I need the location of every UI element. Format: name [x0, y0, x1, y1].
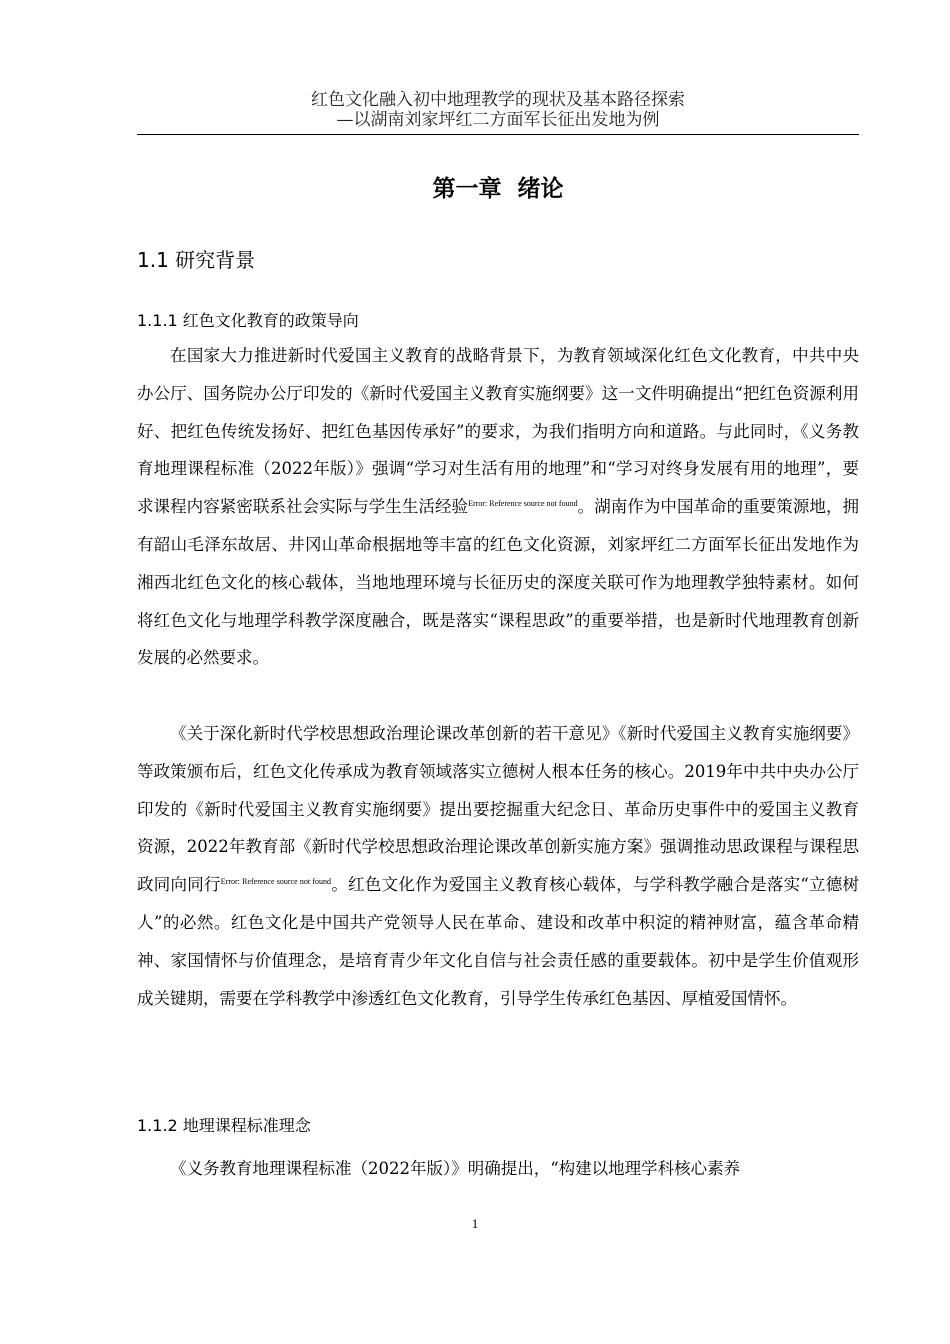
reference-error-1: Error: Reference source not found — [468, 499, 578, 509]
section-heading-1-1: 1.1 研究背景 — [137, 248, 256, 272]
paragraph-1 — [137, 337, 859, 677]
chapter-title: 第一章 绪论 — [432, 176, 564, 202]
header-title-line1: 红色文化融入初中地理教学的现状及基本路径探索 — [311, 90, 685, 110]
running-header — [137, 90, 859, 130]
header-title-line2: —以湖南刘家坪红二方面军长征出发地为例 — [336, 110, 660, 130]
paragraph-3-text: 《义务教育地理课程标准（2022年版）》明确提出，“构建以地理学科核心素养 — [170, 1159, 741, 1178]
section-heading-1-1-1: 1.1.1 红色文化教育的政策导向 — [137, 311, 359, 330]
paragraph-2-text-b: 。红色文化作为爱国主义教育核心载体，与学科教学融合是落实“立德树人”的必然。红色文化是中国共产党领导人民在革命、建设和改革中积淀的精神财富，蕴含革命精神、家国情怀与价值理念，是培育青少年文化自信与社会责任感的重要载体。初中是学生价值观形成关键期，需要在学科教学中渗透红色文化教育，引导学生传承红色基因、厚植爱国情怀。 — [137, 875, 860, 1008]
paragraph-2 — [137, 715, 859, 1017]
header-divider — [137, 134, 859, 135]
reference-error-2: Error: Reference source not found — [220, 877, 332, 887]
section-heading-1-1-2: 1.1.2 地理课程标准理念 — [137, 1116, 311, 1135]
paragraph-3 — [137, 1150, 859, 1188]
paragraph-1-text-a: 在国家大力推进新时代爱国主义教育的战略背景下，为教育领域深化红色文化教育，中共中央办公厅、国务院办公厅印发的《新时代爱国主义教育实施纲要》这一文件明确提出“把红色资源利用好、把红色传统发扬好、把红色基因传承好”的要求，为我们指明方向和道路。与此同时，《义务教育地理课程标准（2022年版）》强调“学习对生活有用的地理”和“学习对终身发展有用的地理”，要求课程内容紧密联系社会实际与学生生活经验 — [137, 346, 859, 517]
paragraph-2-text-a: 《关于深化新时代学校思想政治理论课改革创新的若干意见》《新时代爱国主义教育实施纲要》等政策颁布后，红色文化传承成为教育领域落实立德树人根本任务的核心。2019年中共中央办公厅印发的《新时代爱国主义教育实施纲要》提出要挖掘重大纪念日、革命历史事件中的爱国主义教育资源，2022年教育部《新时代学校思想政治理论课改革创新实施方案》强调推动思政课程与课程思政同向同行 — [137, 724, 859, 895]
paragraph-1-text-b: 。湖南作为中国革命的重要策源地，拥有韶山毛泽东故居、井冈山革命根据地等丰富的红色文化资源，刘家坪红二方面军长征出发地作为湘西北红色文化的核心载体，当地地理环境与长征历史的深度关联可作为地理教学独特素材。如何将红色文化与地理学科教学深度融合，既是落实“课程思政”的重要举措，也是新时代地理教育创新发展的必然要求。 — [137, 497, 860, 668]
page-number: 1 — [471, 1216, 479, 1231]
